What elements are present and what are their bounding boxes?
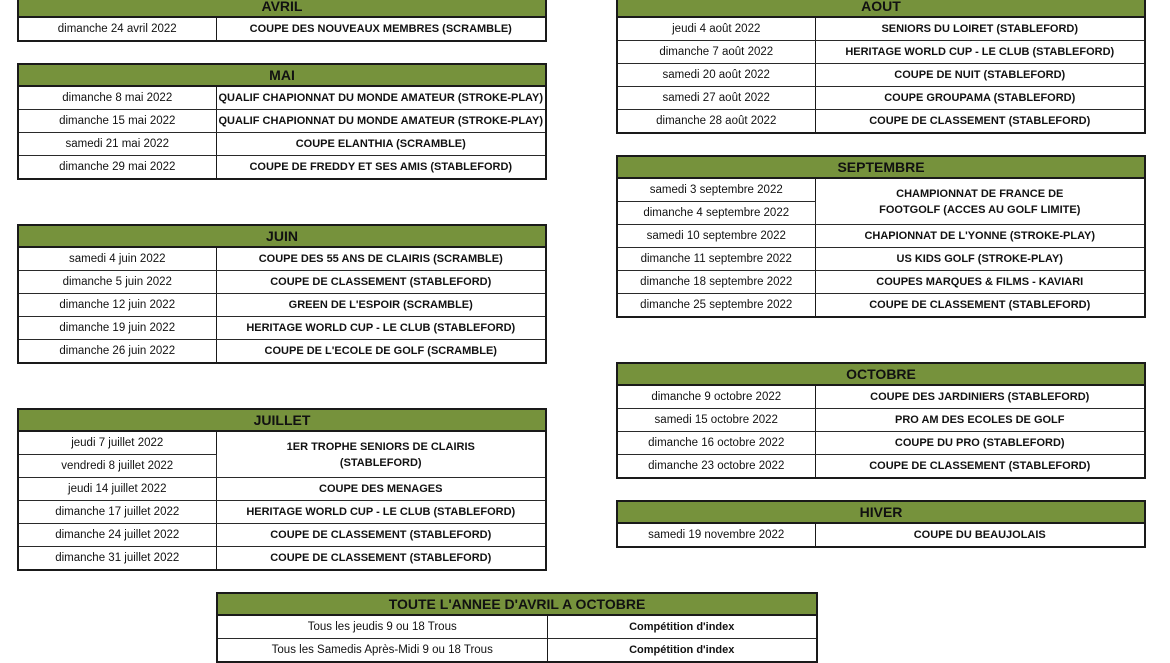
event-date: dimanche 8 mai 2022 <box>18 86 216 110</box>
table-row <box>18 17 546 41</box>
event-name: Compétition d'index <box>547 639 817 663</box>
event-date: dimanche 4 septembre 2022 <box>617 202 815 225</box>
table-row <box>617 17 1145 41</box>
event-date: dimanche 16 octobre 2022 <box>617 432 815 455</box>
table-row <box>18 431 546 455</box>
event-name: CHAPIONNAT DE L'YONNE (STROKE-PLAY) <box>815 225 1145 248</box>
table-row <box>217 639 817 663</box>
month-header: JUILLET <box>18 409 546 431</box>
event-date: Tous les Samedis Après-Midi 9 ou 18 Trous <box>217 639 547 663</box>
event-name: 1ER TROPHE SENIORS DE CLAIRIS (STABLEFORD) <box>216 431 546 478</box>
table-row <box>18 271 546 294</box>
table-row <box>18 110 546 133</box>
event-date: dimanche 23 octobre 2022 <box>617 455 815 479</box>
table-row <box>18 247 546 271</box>
month-header: MAI <box>18 64 546 86</box>
table-row <box>617 110 1145 134</box>
event-name: HERITAGE WORLD CUP - LE CLUB (STABLEFORD) <box>815 41 1145 64</box>
event-name: PRO AM DES ECOLES DE GOLF <box>815 409 1145 432</box>
event-date: samedi 27 août 2022 <box>617 87 815 110</box>
event-date: dimanche 9 octobre 2022 <box>617 385 815 409</box>
table-septembre <box>616 155 1146 318</box>
event-date: samedi 10 septembre 2022 <box>617 225 815 248</box>
table-row <box>617 385 1145 409</box>
event-date: dimanche 17 juillet 2022 <box>18 501 216 524</box>
table-row <box>18 524 546 547</box>
event-name: HERITAGE WORLD CUP - LE CLUB (STABLEFORD) <box>216 501 546 524</box>
table-row <box>617 41 1145 64</box>
event-name: CHAMPIONNAT DE FRANCE DE FOOTGOLF (ACCES AU GOLF LIMITE) <box>815 178 1145 225</box>
event-date: vendredi 8 juillet 2022 <box>18 455 216 478</box>
table-octobre <box>616 362 1146 479</box>
event-name: COUPE DE CLASSEMENT (STABLEFORD) <box>815 294 1145 318</box>
table-row <box>18 478 546 501</box>
event-date: dimanche 12 juin 2022 <box>18 294 216 317</box>
table-row <box>617 455 1145 479</box>
event-name: COUPE DU BEAUJOLAIS <box>815 523 1145 547</box>
table-row <box>18 86 546 110</box>
event-name: COUPE DES MENAGES <box>216 478 546 501</box>
table-row <box>617 271 1145 294</box>
table-row <box>617 523 1145 547</box>
month-header: AOUT <box>617 0 1145 17</box>
table-row <box>617 225 1145 248</box>
month-header: HIVER <box>617 501 1145 523</box>
table-row <box>18 317 546 340</box>
event-date: samedi 3 septembre 2022 <box>617 178 815 202</box>
table-row <box>617 178 1145 202</box>
event-date: samedi 15 octobre 2022 <box>617 409 815 432</box>
event-name: US KIDS GOLF (STROKE-PLAY) <box>815 248 1145 271</box>
event-date: dimanche 24 juillet 2022 <box>18 524 216 547</box>
table-row <box>18 133 546 156</box>
table-juillet <box>17 408 547 571</box>
event-name: COUPE DE CLASSEMENT (STABLEFORD) <box>216 271 546 294</box>
table-row <box>617 87 1145 110</box>
event-name: COUPE DU PRO (STABLEFORD) <box>815 432 1145 455</box>
event-name: COUPE DES JARDINIERS (STABLEFORD) <box>815 385 1145 409</box>
event-date: dimanche 25 septembre 2022 <box>617 294 815 318</box>
event-name: QUALIF CHAPIONNAT DU MONDE AMATEUR (STROKE-PLAY) <box>216 110 546 133</box>
event-name: COUPE ELANTHIA (SCRAMBLE) <box>216 133 546 156</box>
table-row <box>18 547 546 571</box>
event-name: COUPE DES 55 ANS DE CLAIRIS (SCRAMBLE) <box>216 247 546 271</box>
event-name: COUPE DE CLASSEMENT (STABLEFORD) <box>216 524 546 547</box>
month-header: AVRIL <box>18 0 546 17</box>
event-date: samedi 20 août 2022 <box>617 64 815 87</box>
table-mai <box>17 63 547 180</box>
month-header: SEPTEMBRE <box>617 156 1145 178</box>
table-row <box>18 340 546 364</box>
event-date: jeudi 14 juillet 2022 <box>18 478 216 501</box>
table-row <box>18 501 546 524</box>
event-name: QUALIF CHAPIONNAT DU MONDE AMATEUR (STROKE-PLAY) <box>216 86 546 110</box>
event-date: dimanche 5 juin 2022 <box>18 271 216 294</box>
event-date: dimanche 28 août 2022 <box>617 110 815 134</box>
event-date: jeudi 4 août 2022 <box>617 17 815 41</box>
event-name: COUPES MARQUES & FILMS - KAVIARI <box>815 271 1145 294</box>
event-name: COUPE DES NOUVEAUX MEMBRES (SCRAMBLE) <box>216 17 546 41</box>
table-row <box>18 156 546 180</box>
table-row <box>617 432 1145 455</box>
table-avril <box>17 0 547 42</box>
table-row <box>217 615 817 639</box>
event-name: COUPE DE L'ECOLE DE GOLF (SCRAMBLE) <box>216 340 546 364</box>
table-row <box>617 248 1145 271</box>
event-name: GREEN DE L'ESPOIR (SCRAMBLE) <box>216 294 546 317</box>
event-date: dimanche 29 mai 2022 <box>18 156 216 180</box>
event-date: dimanche 26 juin 2022 <box>18 340 216 364</box>
event-date: jeudi 7 juillet 2022 <box>18 431 216 455</box>
event-date: Tous les jeudis 9 ou 18 Trous <box>217 615 547 639</box>
event-date: samedi 4 juin 2022 <box>18 247 216 271</box>
event-date: dimanche 24 avril 2022 <box>18 17 216 41</box>
table-row <box>617 409 1145 432</box>
event-date: dimanche 31 juillet 2022 <box>18 547 216 571</box>
event-name: COUPE GROUPAMA (STABLEFORD) <box>815 87 1145 110</box>
event-name: COUPE DE NUIT (STABLEFORD) <box>815 64 1145 87</box>
event-date: dimanche 15 mai 2022 <box>18 110 216 133</box>
event-name: HERITAGE WORLD CUP - LE CLUB (STABLEFORD) <box>216 317 546 340</box>
event-date: samedi 21 mai 2022 <box>18 133 216 156</box>
table-toute-l-annee <box>216 592 818 663</box>
section-header: TOUTE L'ANNEE D'AVRIL A OCTOBRE <box>217 593 817 615</box>
event-name: COUPE DE FREDDY ET SES AMIS (STABLEFORD) <box>216 156 546 180</box>
event-date: dimanche 7 août 2022 <box>617 41 815 64</box>
table-row <box>18 294 546 317</box>
table-aout <box>616 0 1146 134</box>
table-juin <box>17 224 547 364</box>
event-date: samedi 19 novembre 2022 <box>617 523 815 547</box>
table-row <box>617 64 1145 87</box>
event-date: dimanche 11 septembre 2022 <box>617 248 815 271</box>
month-header: OCTOBRE <box>617 363 1145 385</box>
event-date: dimanche 18 septembre 2022 <box>617 271 815 294</box>
event-name: COUPE DE CLASSEMENT (STABLEFORD) <box>815 110 1145 134</box>
table-hiver <box>616 500 1146 548</box>
event-name: COUPE DE CLASSEMENT (STABLEFORD) <box>216 547 546 571</box>
event-name: SENIORS DU LOIRET (STABLEFORD) <box>815 17 1145 41</box>
month-header: JUIN <box>18 225 546 247</box>
event-date: dimanche 19 juin 2022 <box>18 317 216 340</box>
table-row <box>617 294 1145 318</box>
event-name: COUPE DE CLASSEMENT (STABLEFORD) <box>815 455 1145 479</box>
event-name: Compétition d'index <box>547 615 817 639</box>
